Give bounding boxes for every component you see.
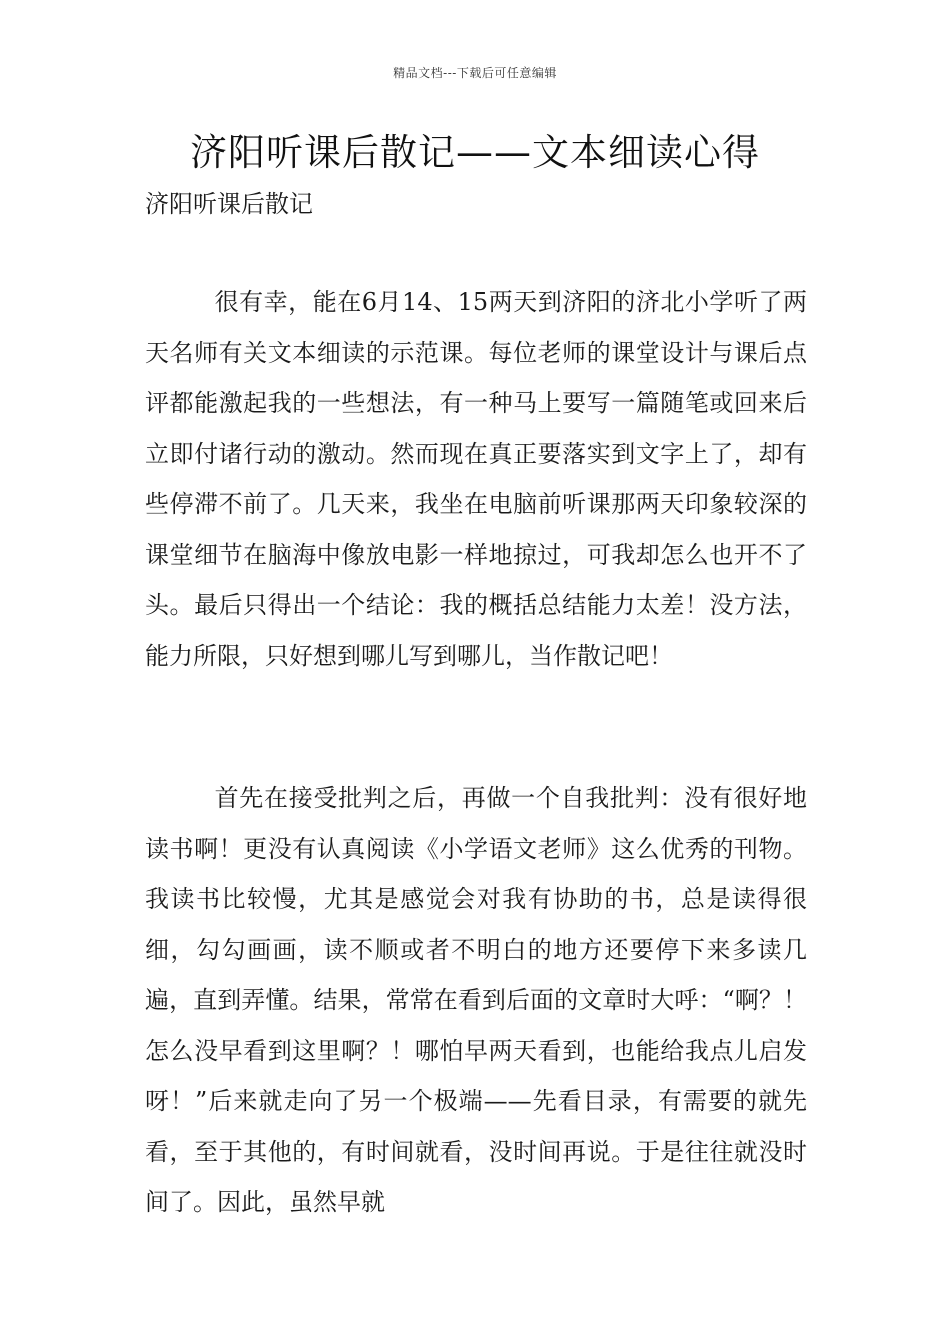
document-title: 济阳听课后散记——文本细读心得 bbox=[190, 131, 760, 174]
header-note: 精品文档---下载后可任意编辑 bbox=[393, 66, 557, 80]
body-paragraph-2: 首先在接受批判之后，再做一个自我批判：没有很好地读书啊！更没有认真阅读《小学语文老师》这么优秀的刊物。我读书比较慢，尤其是感觉会对我有协助的书，总是读得很细，勾勾画画，读不顺或者不明白的地方还要停下来多读几遍，直到弄懂。结果，常常在看到后面的文章时大呼：“啊？！怎么没早看到这里啊？！哪怕早两天看到，也能给我点儿启发呀！”后来就走向了另一个极端——先看目录，有需要的就先看，至于其他的，有时间就看，没时间再说。于是往往就没时间了。因此，虽然早就 bbox=[145, 784, 807, 1216]
document-subtitle: 济阳听课后散记 bbox=[145, 190, 313, 218]
body-paragraph-1: 很有幸，能在6月14、15两天到济阳的济北小学听了两天名师有关文本细读的示范课。每位老师的课堂设计与课后点评都能激起我的一些想法，有一种马上要写一篇随笔或回来后立即付诸行动的激动。然而现在真正要落实到文字上了，却有些停滞不前了。几天来，我坐在电脑前听课那两天印象较深的课堂细节在脑海中像放电影一样地掠过，可我却怎么也开不了头。最后只得出一个结论：我的概括总结能力太差！没方法，能力所限，只好想到哪儿写到哪儿，当作散记吧！ bbox=[145, 288, 807, 670]
